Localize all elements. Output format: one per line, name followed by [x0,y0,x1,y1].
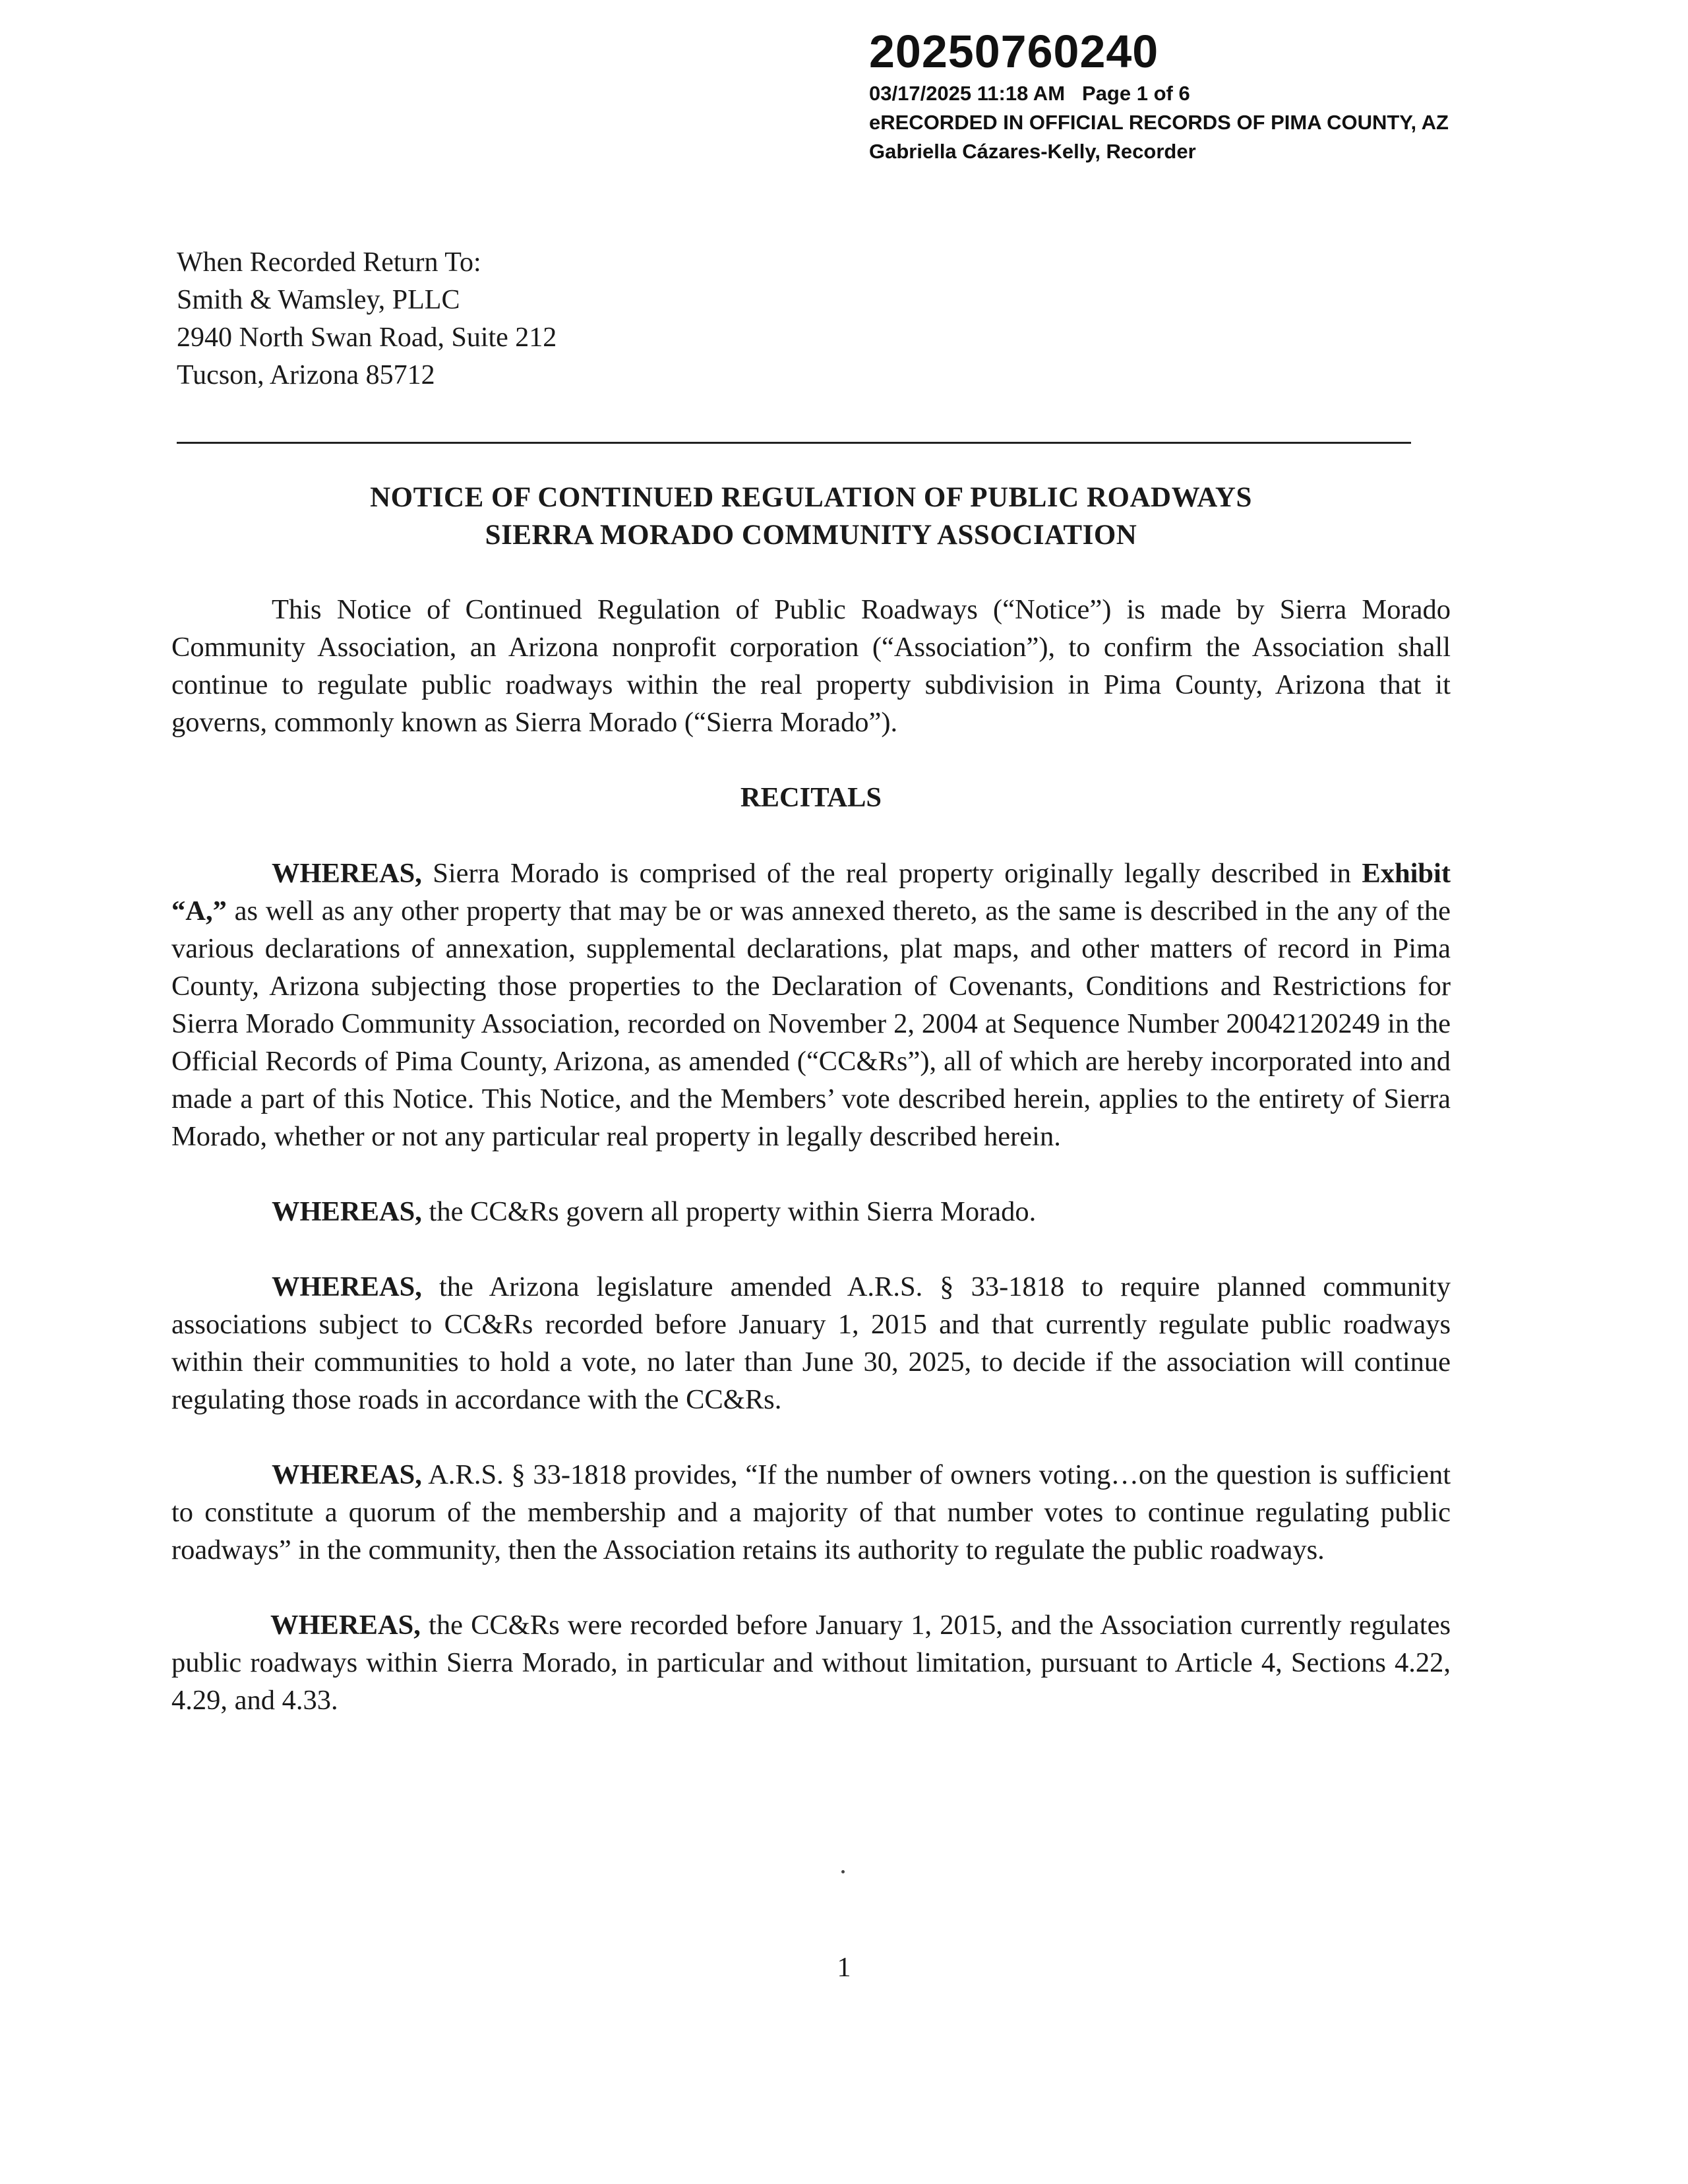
return-heading: When Recorded Return To: [177,247,481,278]
title-line-2: SIERRA MORADO COMMUNITY ASSOCIATION [485,520,1137,551]
intro-paragraph: This Notice of Continued Regulation of Public Roadways (“Notice”) is made by Sierra Morado Community Association, an Arizona nonprofit corporation (“Association”), to confirm the Association shall continue to regulate public roadways within the real property subdivision in Pima County, Arizona that it governs, commonly known as Sierra Morado (“Sierra Morado”). [171,594,1451,738]
recorder-name: Gabriella Cázares-Kelly, Recorder [869,140,1196,163]
exhibit-reference: Exhibit “A,” [171,858,1451,926]
return-firm: Smith & Wamsley, PLLC [177,285,460,315]
page-count: Page 1 of 6 [1082,82,1190,105]
whereas-label: WHEREAS, [270,1610,421,1641]
scan-speck [841,1870,845,1873]
recital-5 [171,1606,1451,1719]
return-street: 2940 North Swan Road, Suite 212 [177,322,557,353]
page-number: 1 [837,1953,851,1983]
recital-1-text-b: as well as any other property that may be or was annexed thereto, as the same is described in the any of the various declarations of annexation, supplemental declarations, plat maps, and other matters of record in Pima County, Arizona subjecting those properties to the Declaration of Covenants, Conditions and Restrictions for Sierra Morado Community Association, recorded on November 2, 2004 at Sequence Number 20042120249 in the Official Records of Pima County, Arizona, as amended (“CC&Rs”), all of which are hereby incorporated into and made a part of this Notice. This Notice, and the Members’ vote described herein, applies to the entirety of Sierra Morado, whether or not any particular real property in legally described herein. [171,895,1451,1152]
title-line-1: NOTICE OF CONTINUED REGULATION OF PUBLIC ROADWAYS [370,482,1252,513]
recitals-heading: RECITALS [740,782,882,813]
whereas-label: WHEREAS, [272,858,422,889]
whereas-label: WHEREAS, [272,1196,422,1227]
document-title [177,479,1445,554]
recording-datetime: 03/17/2025 11:18 AM [869,82,1066,105]
document-number: 20250760240 [869,26,1159,77]
whereas-label: WHEREAS, [272,1271,422,1302]
recital-3-text: the Arizona legislature amended A.R.S. § 33-1818 to require planned community associations subject to CC&Rs recorded before January 1, 2015 and that currently regulate public roadways within their communities to hold a vote, no later than June 30, 2025, to decide if the association will continue regulating those roads in accordance with the CC&Rs. [171,1271,1451,1415]
return-address-block [177,244,557,394]
return-city: Tucson, Arizona 85712 [177,360,435,390]
recital-2-text: the CC&Rs govern all property within Sierra Morado. [421,1196,1037,1227]
recording-datetime-line [869,79,1449,108]
document-body [171,591,1451,1757]
recital-5-text: the CC&Rs were recorded before January 1, 2015, and the Association currently regulates public roadways within Sierra Morado, in particular and without limitation, pursuant to Article 4, Sections 4.22, 4.29, and 4.33. [171,1610,1451,1716]
recital-4-text: A.R.S. § 33-1818 provides, “If the number of owners voting…on the question is sufficient to constitute a quorum of the membership and a majority of that number votes to continue regulating public roadways” in the community, then the Association retains its authority to regulate the public roadways. [171,1459,1451,1565]
whereas-label: WHEREAS, [272,1459,422,1490]
recital-1-text-a: Sierra Morado is comprised of the real property originally legally described in [421,858,1362,889]
recital-1 [171,855,1451,1155]
recorded-in: eRECORDED IN OFFICIAL RECORDS OF PIMA COUNTY, AZ [869,111,1449,134]
horizontal-divider [177,442,1411,444]
recording-stamp [869,24,1449,166]
recital-4 [171,1456,1451,1569]
recital-3 [171,1268,1451,1418]
recital-2 [171,1193,1451,1230]
